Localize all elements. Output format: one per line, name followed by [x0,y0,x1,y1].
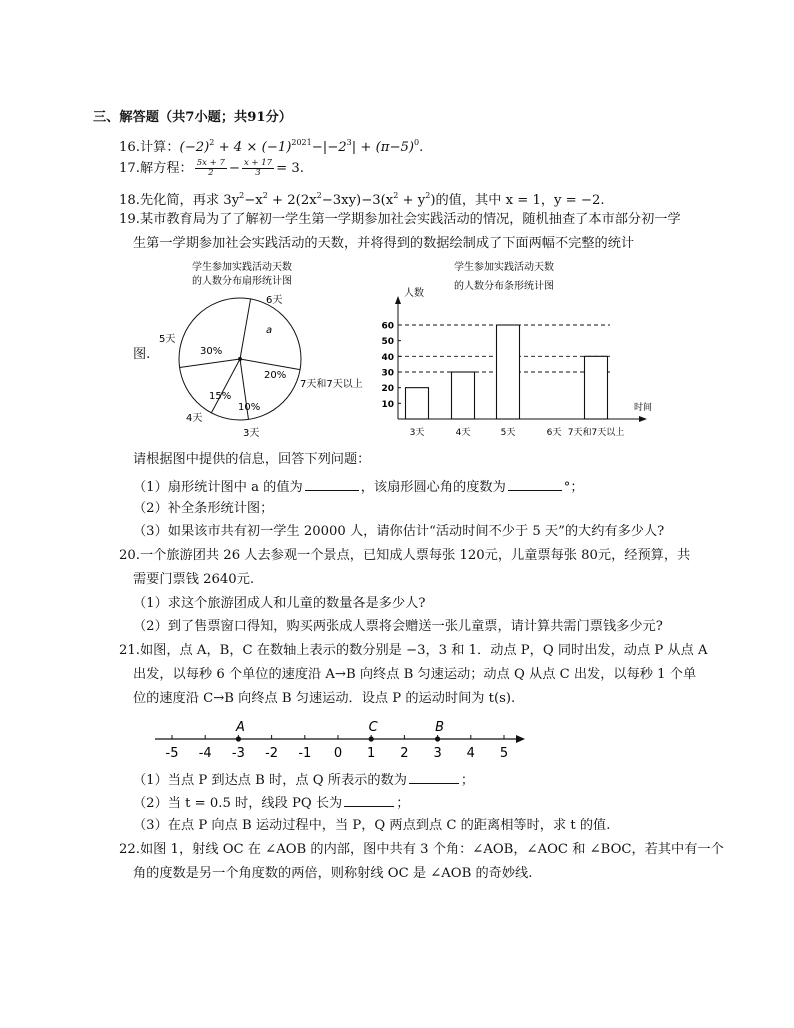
q16-term-a: (−2) [179,140,210,155]
number-line-tick-label: -4 [198,746,212,761]
bar-ylabel: 人数 [404,288,424,299]
pie-chart [150,256,363,442]
bar-y-tick-label: 40 [381,352,394,363]
q16-number: 16. [119,140,140,155]
bar-2 [497,325,520,419]
bar-y-tick-label: 10 [381,399,394,410]
number-line-tick-label: 2 [400,746,409,761]
pie-title-2: 的人数分布扇形统计图 [192,276,292,287]
bar-category-label: 3天 [409,428,425,438]
number-line [150,714,530,766]
q16-exp: 3 [346,138,352,147]
pie-label-6days: 6天 [266,295,283,306]
q21-sub1-text: ； [460,773,475,788]
pie-label-4days: 4天 [186,413,203,424]
q18-text: 先化简，再求 3y [139,193,240,208]
question-17 [119,159,304,178]
q19-prompt: 请根据图中提供的信息，回答下列问题： [133,452,371,467]
q22-number: 22. [119,842,140,857]
bar-0 [406,388,429,419]
question-19-line-3: 图. [133,347,151,362]
bar-category-label: 4天 [455,428,471,438]
q19-sub-3: （3）如果该市共有初一学生 20000 人，请你估计“活动时间不少于 5 天”的大约有多少人? [133,524,665,539]
answer-blank[interactable] [344,794,394,807]
q20-sub-2: （2）到了售票窗口得知，购买两张成人票将会赠送一张儿童票，请计算共需门票钱多少元? [133,619,663,634]
q16-end: . [419,140,424,155]
q17-fraction-2 [242,159,274,178]
number-line-tick-label: 3 [433,746,442,761]
bar-title-1: 学生参加实践活动天数 [454,262,554,273]
bar-y-tick-label: 50 [381,337,394,348]
q21-sub-2 [133,794,409,812]
number-line-tick-label: -5 [165,746,179,761]
pie-value-30: 30% [200,346,223,357]
q20-sub-1: （1）求这个旅游团成人和儿童的数量各是多少人? [133,596,426,611]
q18-text: + y [398,193,426,208]
q21-sub2-text: （2）当 t = 0.5 时，线段 PQ 长为 [133,796,343,811]
q18-text: −x [244,193,263,208]
q19-sub1-text: °； [563,480,584,495]
bar-category-label: 5天 [500,428,516,438]
q21-sub1-text: （1）当点 P 到达点 B 时，点 Q 所表示的数为 [133,773,407,788]
bar-chart-marks [381,296,647,438]
q17-f2-numerator: x + 17 [243,158,273,168]
q17-fraction-1 [195,159,227,178]
q18-text: −3xy)−3(x [321,193,394,208]
bar-y-axis-arrow [395,296,401,304]
question-19-line-1 [119,212,681,228]
question-21-line-3: 位的速度沿 C→B 向终点 B 匀速运动．设点 P 的运动时间为 t(s). [133,691,516,706]
q16-term-b: + 4 × (−1) [214,140,292,155]
q18-exp: 2 [425,191,431,200]
number-line-marks [166,720,509,761]
q17-number: 17. [119,161,140,176]
pie-center [238,357,242,361]
q19-sub-1 [133,478,584,496]
q21-sub2-text: ； [396,796,410,811]
q16-exp: 2 [209,138,215,147]
section-title: 三、解答题（共7小题；共91分） [93,110,292,125]
pie-value-20: 20% [264,370,287,381]
pie-label-5days: 5天 [159,334,176,345]
bar-category-label: 6天 [546,428,562,438]
q18-exp: 2 [239,191,245,200]
q16-prefix: 计算： [139,140,180,155]
question-22-line-1 [119,842,724,858]
pie-label-3days: 3天 [243,428,260,439]
pie-label-7days: 7天和7天以上 [300,379,363,390]
q20-number: 20. [119,548,140,563]
point-B [435,736,440,741]
q18-number: 18. [119,193,140,208]
q17-f1-numerator: 5x + 7 [196,158,225,168]
q19-sub-2: （2）补全条形统计图； [133,501,274,516]
bar-y-tick-label: 60 [381,321,394,332]
q16-exp: 0 [414,138,420,147]
question-21-line-2: 出发，以每秒 6 个单位的速度沿 A→B 向终点 B 匀速运动；动点 Q 从点 C 出发，以每秒 1 个单 [133,667,697,682]
q17-f2-denominator: 3 [255,168,261,178]
question-19-line-2: 生第一学期参加社会实践活动的天数，并将得到的数据绘制成了下面两幅不完整的统计 [133,236,635,251]
bar-y-tick-label: 30 [381,368,394,379]
pie-value-a: a [266,325,273,336]
q19-sub1-text: （1）扇形统计图中 a 的值为 [133,480,303,495]
bar-chart [378,256,663,442]
answer-blank[interactable] [305,478,359,491]
q18-text: + 2(2x [267,193,317,208]
q19-number: 19. [119,212,140,227]
point-A [236,736,241,741]
q21-sub-3: （3）在点 P 向点 B 运动过程中，当 P，Q 两点到点 C 的距离相等时，求 t 的值. [133,818,611,833]
question-16 [119,135,423,156]
q16-term-c: −|−2 [311,140,347,155]
number-line-tick-label: -2 [265,746,279,761]
pie-value-15: 15% [209,391,232,402]
q19-text: 某市教育局为了了解初一学生第一学期参加社会实践活动的情况，随机抽查了本市部分初一学 [139,212,681,227]
q17-prefix: 解方程： [139,161,193,176]
q17-rhs: = 3. [276,161,304,176]
bar-y-tick-label: 20 [381,384,394,395]
point-label-C: C [368,720,378,735]
number-line-tick-label: 1 [367,746,376,761]
bar-category-label: 7天和7天以上 [567,428,625,438]
pie-value-10: 10% [238,402,261,413]
q18-exp: 2 [262,191,268,200]
q20-text: 一个旅游团共 26 人去参观一个景点，已知成人票每张 120元，儿童票每张 80元，经预算，共 [139,548,691,563]
q16-exp: 2021 [291,138,312,147]
point-C [369,736,374,741]
q16-term-d: | + (π−5) [351,140,415,155]
q17-f1-denominator: 2 [208,168,214,178]
point-label-A: A [235,720,245,735]
pie-title-1: 学生参加实践活动天数 [192,262,292,273]
q22-text: 如图 1，射线 OC 在 ∠AOB 的内部，图中共有 3 个角：∠AOB，∠AOC 和 ∠BOC，若其中有一个 [139,842,724,857]
q21-text: 如图，点 A，B，C 在数轴上表示的数分别是 −3，3 和 1．动点 P，Q 同时出发，动点 P 从点 A [139,643,708,658]
q18-text: )的值，其中 x = 1，y = −2. [430,193,605,208]
answer-blank[interactable] [508,478,562,491]
bar-1 [452,372,475,419]
number-line-tick-label: 4 [466,746,475,761]
answer-blank[interactable] [409,771,459,784]
number-line-tick-label: -1 [298,746,312,761]
point-label-B: B [435,720,445,735]
question-22-line-2: 角的度数是另一个角度数的两倍，则称射线 OC 是 ∠AOB 的奇妙线. [133,866,533,881]
q19-sub1-text: ，该扇形圆心角的度数为 [360,480,506,495]
question-20-line-1 [119,548,690,564]
q21-number: 21. [119,643,140,658]
q17-minus: − [228,161,240,176]
number-line-tick-label: 0 [333,746,343,761]
number-line-tick-label: 5 [499,746,509,761]
bar-xlabel: 时间 [634,403,653,413]
question-20-line-2: 需要门票钱 2640元. [133,572,255,587]
bar-4 [585,356,608,419]
q21-sub-1 [133,771,474,789]
q18-exp: 2 [393,191,399,200]
bar-title-2: 的人数分布条形统计图 [454,281,554,292]
bar-x-axis-arrow [639,416,647,422]
question-18 [119,188,605,209]
number-line-tick-label: -3 [231,746,245,761]
q18-exp: 2 [316,191,322,200]
number-line-arrow [516,735,525,743]
question-21-line-1 [119,643,708,659]
